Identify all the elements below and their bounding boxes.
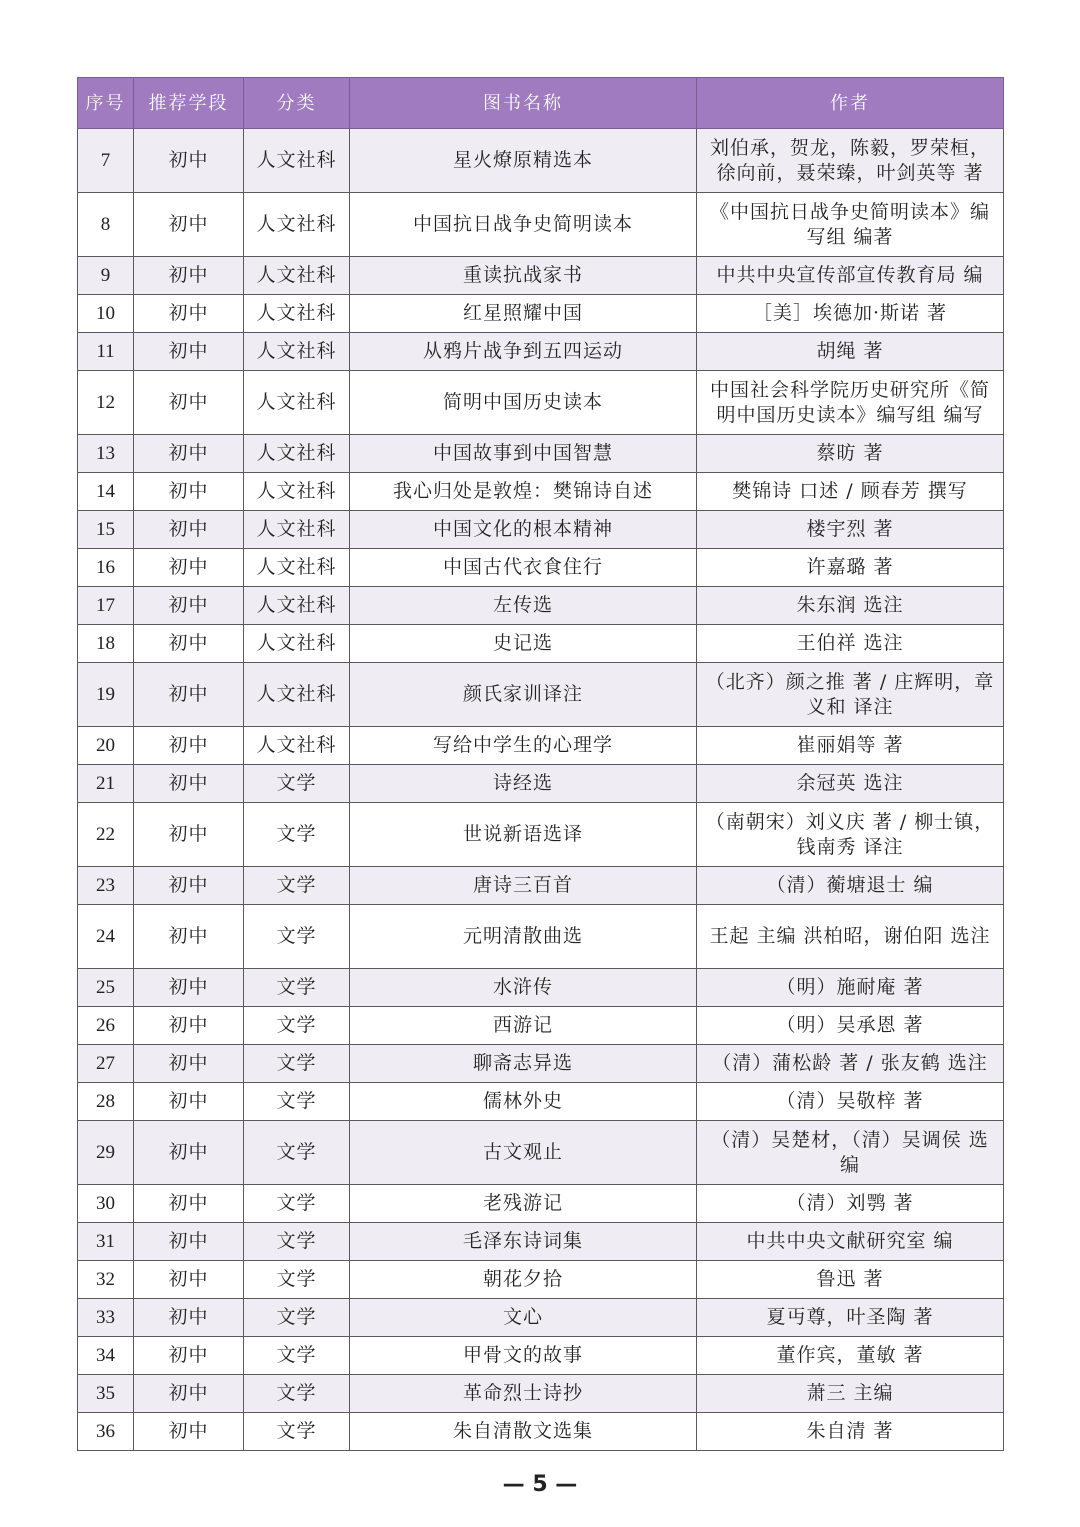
cell-stage: 初中 (134, 473, 244, 511)
cell-stage: 初中 (134, 511, 244, 549)
cell-author: （南朝宋）刘义庆 著 / 柳士镇，钱南秀 译注 (697, 803, 1004, 867)
cell-author: 王伯祥 选注 (697, 625, 1004, 663)
cell-author: 王起 主编 洪柏昭，谢伯阳 选注 (697, 905, 1004, 969)
table-row (78, 1261, 1004, 1299)
table-row (78, 193, 1004, 257)
cell-stage: 初中 (134, 1121, 244, 1185)
cell-author: 朱东润 选注 (697, 587, 1004, 625)
cell-number: 30 (78, 1185, 134, 1223)
cell-category: 人文社科 (244, 549, 350, 587)
cell-number: 8 (78, 193, 134, 257)
cell-title: 老残游记 (350, 1185, 697, 1223)
cell-category: 文学 (244, 1261, 350, 1299)
cell-title: 简明中国历史读本 (350, 371, 697, 435)
cell-title: 毛泽东诗词集 (350, 1223, 697, 1261)
cell-author: 刘伯承，贺龙，陈毅，罗荣桓，徐向前，聂荣臻，叶剑英等 著 (697, 129, 1004, 193)
cell-title: 中国故事到中国智慧 (350, 435, 697, 473)
table-row (78, 257, 1004, 295)
cell-category: 文学 (244, 1045, 350, 1083)
cell-stage: 初中 (134, 295, 244, 333)
book-list-table (77, 77, 1004, 1451)
cell-title: 红星照耀中国 (350, 295, 697, 333)
cell-number: 26 (78, 1007, 134, 1045)
table-row (78, 1121, 1004, 1185)
cell-number: 13 (78, 435, 134, 473)
cell-category: 文学 (244, 1337, 350, 1375)
table-row (78, 1375, 1004, 1413)
cell-stage: 初中 (134, 1185, 244, 1223)
cell-stage: 初中 (134, 803, 244, 867)
table-row (78, 727, 1004, 765)
cell-author: （清）吴楚材，（清）吴调侯 选编 (697, 1121, 1004, 1185)
table-row (78, 969, 1004, 1007)
cell-author: 《中国抗日战争史简明读本》编写组 编著 (697, 193, 1004, 257)
cell-stage: 初中 (134, 1007, 244, 1045)
cell-title: 写给中学生的心理学 (350, 727, 697, 765)
cell-title: 中国文化的根本精神 (350, 511, 697, 549)
cell-author: 樊锦诗 口述 / 顾春芳 撰写 (697, 473, 1004, 511)
cell-title: 世说新语选译 (350, 803, 697, 867)
cell-title: 革命烈士诗抄 (350, 1375, 697, 1413)
cell-title: 诗经选 (350, 765, 697, 803)
cell-category: 文学 (244, 765, 350, 803)
cell-stage: 初中 (134, 371, 244, 435)
cell-author: 董作宾，董敏 著 (697, 1337, 1004, 1375)
cell-stage: 初中 (134, 1223, 244, 1261)
cell-category: 文学 (244, 969, 350, 1007)
header-number: 序号 (78, 78, 134, 129)
cell-title: 西游记 (350, 1007, 697, 1045)
cell-category: 文学 (244, 1223, 350, 1261)
cell-title: 唐诗三百首 (350, 867, 697, 905)
header-stage: 推荐学段 (134, 78, 244, 129)
cell-number: 10 (78, 295, 134, 333)
table-row (78, 435, 1004, 473)
table-row (78, 371, 1004, 435)
table-row (78, 549, 1004, 587)
cell-category: 文学 (244, 1121, 350, 1185)
cell-number: 15 (78, 511, 134, 549)
cell-title: 儒林外史 (350, 1083, 697, 1121)
cell-title: 重读抗战家书 (350, 257, 697, 295)
page-number: — 5 — (502, 1472, 578, 1497)
table-row (78, 129, 1004, 193)
cell-author: ［美］埃德加·斯诺 著 (697, 295, 1004, 333)
table-row (78, 1299, 1004, 1337)
cell-category: 人文社科 (244, 435, 350, 473)
cell-stage: 初中 (134, 625, 244, 663)
cell-stage: 初中 (134, 1083, 244, 1121)
cell-category: 文学 (244, 1007, 350, 1045)
cell-number: 18 (78, 625, 134, 663)
cell-title: 古文观止 (350, 1121, 697, 1185)
cell-author: 中共中央宣传部宣传教育局 编 (697, 257, 1004, 295)
cell-title: 元明清散曲选 (350, 905, 697, 969)
cell-category: 文学 (244, 1375, 350, 1413)
cell-number: 34 (78, 1337, 134, 1375)
cell-stage: 初中 (134, 905, 244, 969)
cell-author: 萧三 主编 (697, 1375, 1004, 1413)
cell-number: 27 (78, 1045, 134, 1083)
cell-category: 文学 (244, 803, 350, 867)
cell-stage: 初中 (134, 1337, 244, 1375)
cell-stage: 初中 (134, 1375, 244, 1413)
cell-author: （明）吴承恩 著 (697, 1007, 1004, 1045)
cell-stage: 初中 (134, 867, 244, 905)
cell-stage: 初中 (134, 727, 244, 765)
cell-title: 颜氏家训译注 (350, 663, 697, 727)
cell-author: （清）吴敬梓 著 (697, 1083, 1004, 1121)
table-row (78, 765, 1004, 803)
cell-number: 16 (78, 549, 134, 587)
cell-number: 35 (78, 1375, 134, 1413)
cell-author: 余冠英 选注 (697, 765, 1004, 803)
cell-title: 聊斋志异选 (350, 1045, 697, 1083)
cell-author: 中国社会科学院历史研究所《简明中国历史读本》编写组 编写 (697, 371, 1004, 435)
table-row (78, 625, 1004, 663)
table-row (78, 1007, 1004, 1045)
table-row (78, 1185, 1004, 1223)
table-row (78, 1337, 1004, 1375)
cell-category: 文学 (244, 867, 350, 905)
cell-stage: 初中 (134, 663, 244, 727)
cell-category: 人文社科 (244, 193, 350, 257)
cell-title: 朝花夕拾 (350, 1261, 697, 1299)
header-category: 分类 (244, 78, 350, 129)
cell-number: 12 (78, 371, 134, 435)
cell-stage: 初中 (134, 193, 244, 257)
cell-number: 14 (78, 473, 134, 511)
cell-number: 7 (78, 129, 134, 193)
table-row (78, 587, 1004, 625)
cell-stage: 初中 (134, 1299, 244, 1337)
cell-author: 许嘉璐 著 (697, 549, 1004, 587)
cell-number: 28 (78, 1083, 134, 1121)
cell-title: 史记选 (350, 625, 697, 663)
cell-stage: 初中 (134, 587, 244, 625)
table-row (78, 905, 1004, 969)
cell-title: 甲骨文的故事 (350, 1337, 697, 1375)
cell-author: 楼宇烈 著 (697, 511, 1004, 549)
cell-stage: 初中 (134, 129, 244, 193)
cell-stage: 初中 (134, 257, 244, 295)
cell-author: 蔡昉 著 (697, 435, 1004, 473)
cell-category: 人文社科 (244, 129, 350, 193)
cell-number: 36 (78, 1413, 134, 1451)
table-row (78, 1083, 1004, 1121)
cell-category: 人文社科 (244, 663, 350, 727)
cell-title: 中国抗日战争史简明读本 (350, 193, 697, 257)
cell-author: 鲁迅 著 (697, 1261, 1004, 1299)
cell-category: 人文社科 (244, 333, 350, 371)
cell-number: 29 (78, 1121, 134, 1185)
cell-author: （清）蒲松龄 著 / 张友鹤 选注 (697, 1045, 1004, 1083)
cell-stage: 初中 (134, 969, 244, 1007)
cell-number: 19 (78, 663, 134, 727)
cell-category: 人文社科 (244, 473, 350, 511)
table-row (78, 867, 1004, 905)
table-row (78, 803, 1004, 867)
table-row (78, 295, 1004, 333)
cell-category: 文学 (244, 1299, 350, 1337)
table-body (78, 129, 1004, 1451)
cell-category: 人文社科 (244, 511, 350, 549)
cell-title: 朱自清散文选集 (350, 1413, 697, 1451)
cell-stage: 初中 (134, 333, 244, 371)
cell-author: （清）蘅塘退士 编 (697, 867, 1004, 905)
cell-stage: 初中 (134, 1261, 244, 1299)
cell-number: 32 (78, 1261, 134, 1299)
cell-author: 胡绳 著 (697, 333, 1004, 371)
cell-number: 33 (78, 1299, 134, 1337)
table-row (78, 473, 1004, 511)
cell-category: 人文社科 (244, 727, 350, 765)
cell-author: 夏丏尊，叶圣陶 著 (697, 1299, 1004, 1337)
cell-author: 中共中央文献研究室 编 (697, 1223, 1004, 1261)
cell-author: （清）刘鹗 著 (697, 1185, 1004, 1223)
cell-number: 17 (78, 587, 134, 625)
cell-category: 人文社科 (244, 625, 350, 663)
cell-category: 人文社科 (244, 257, 350, 295)
cell-number: 25 (78, 969, 134, 1007)
cell-title: 中国古代衣食住行 (350, 549, 697, 587)
cell-category: 人文社科 (244, 371, 350, 435)
table-row (78, 1223, 1004, 1261)
cell-title: 文心 (350, 1299, 697, 1337)
cell-number: 31 (78, 1223, 134, 1261)
cell-number: 11 (78, 333, 134, 371)
cell-stage: 初中 (134, 1413, 244, 1451)
cell-title: 水浒传 (350, 969, 697, 1007)
cell-title: 左传选 (350, 587, 697, 625)
cell-author: 崔丽娟等 著 (697, 727, 1004, 765)
cell-stage: 初中 (134, 435, 244, 473)
cell-author: （明）施耐庵 著 (697, 969, 1004, 1007)
cell-title: 我心归处是敦煌：樊锦诗自述 (350, 473, 697, 511)
cell-title: 星火燎原精选本 (350, 129, 697, 193)
header-author: 作者 (697, 78, 1004, 129)
cell-number: 22 (78, 803, 134, 867)
cell-category: 文学 (244, 905, 350, 969)
cell-stage: 初中 (134, 549, 244, 587)
cell-author: （北齐）颜之推 著 / 庄辉明，章义和 译注 (697, 663, 1004, 727)
cell-category: 文学 (244, 1185, 350, 1223)
cell-number: 23 (78, 867, 134, 905)
cell-number: 20 (78, 727, 134, 765)
cell-stage: 初中 (134, 1045, 244, 1083)
table-row (78, 663, 1004, 727)
table-row (78, 1413, 1004, 1451)
cell-number: 21 (78, 765, 134, 803)
cell-category: 人文社科 (244, 587, 350, 625)
cell-category: 人文社科 (244, 295, 350, 333)
cell-category: 文学 (244, 1413, 350, 1451)
header-title: 图书名称 (350, 78, 697, 129)
cell-title: 从鸦片战争到五四运动 (350, 333, 697, 371)
cell-number: 24 (78, 905, 134, 969)
table-row (78, 1045, 1004, 1083)
cell-author: 朱自清 著 (697, 1413, 1004, 1451)
table-row (78, 333, 1004, 371)
cell-category: 文学 (244, 1083, 350, 1121)
table-row (78, 511, 1004, 549)
cell-number: 9 (78, 257, 134, 295)
cell-stage: 初中 (134, 765, 244, 803)
table-header-row (78, 78, 1004, 129)
